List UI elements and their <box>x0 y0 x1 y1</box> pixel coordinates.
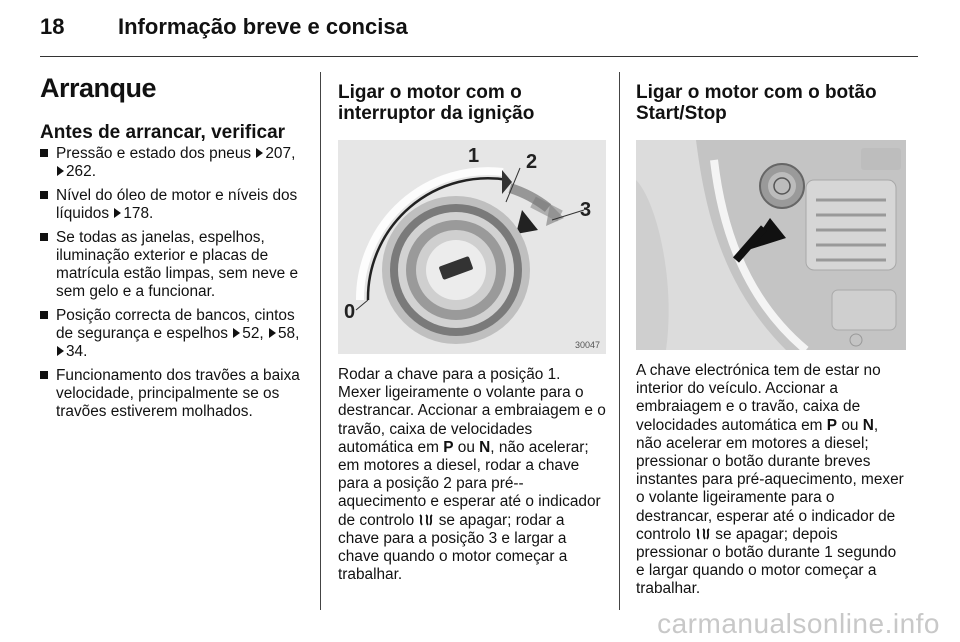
ignition-text-part: , não acelerar; em motores a diesel, rodar a chave para a posição 2 para pré--aquecimento e esperar até o indicador de controlo <box>338 438 601 529</box>
running-title: Informação breve e concisa <box>118 14 408 39</box>
triangle-right-icon <box>233 328 240 338</box>
glow-plug-icon <box>418 513 434 527</box>
start-stop-title: Ligar o motor com o botão Start/Stop <box>636 82 877 124</box>
checklist-item <box>40 187 308 223</box>
ignition-instructions <box>338 366 606 584</box>
gear-n: N <box>862 416 874 434</box>
start-stop-instructions <box>636 362 906 599</box>
square-bullet-icon <box>40 311 48 319</box>
gear-p: P <box>826 416 838 434</box>
position-0-label: 0 <box>344 301 356 323</box>
page-reference[interactable]: 52 <box>242 325 260 342</box>
checklist-item <box>40 229 308 301</box>
square-bullet-icon <box>40 371 48 379</box>
triangle-right-icon <box>114 208 121 218</box>
square-bullet-icon <box>40 191 48 199</box>
position-2-label: 2 <box>526 151 538 173</box>
checklist-item-text: Funcionamento dos travões a baixa velocidade, principalmente se os travões estiverem molhados. <box>56 367 300 420</box>
triangle-right-icon <box>57 346 64 356</box>
checklist-item: Posição correcta de bancos, cintos de segurança e espelhos 52, 58, 34. <box>40 307 308 361</box>
start-stop-text-part: A chave electrónica tem de estar no interior do veículo. Accionar a embraiagem e o travão, caixa de velocidades automática em <box>636 362 881 434</box>
checklist <box>40 145 308 421</box>
gear-n: N <box>479 438 491 456</box>
ignition-text-part: Rodar a chave para a posição 1. Mexer ligeiramente o volante para o destrancar. Accionar a embraiagem e o travão, caixa de velocidades automática em <box>338 366 606 456</box>
square-bullet-icon <box>40 233 48 241</box>
watermark: carmanualsonline.info <box>657 608 940 639</box>
ignition-text-part: se apagar; rodar a chave para a posição 3 e largar a chave quando o motor começar a trabalhar. <box>338 511 568 584</box>
header-rule <box>40 56 918 57</box>
start-stop-text-part: , não acelerar em motores a diesel; pressionar o botão durante breves instantes para pré-aquecimento, mexer o volante ligeiramente para o destrancar, esperar até o indicador de controlo <box>636 416 904 543</box>
page-number: 18 <box>40 14 65 39</box>
ignition-switch-illustration <box>338 140 606 354</box>
position-3-label: 3 <box>580 199 592 221</box>
start-stop-text-part: se apagar; depois pressionar o botão durante 1 segundo e largar quando o motor começar a trabalhar. <box>636 525 897 598</box>
triangle-right-icon <box>57 166 64 176</box>
column-start-stop <box>636 72 906 599</box>
start-stop-figure <box>636 140 906 350</box>
start-stop-text-part: ou <box>837 416 863 434</box>
page-reference[interactable]: 34 <box>66 343 84 360</box>
checklist-item-suffix: . <box>83 343 88 360</box>
ignition-text-part: ou <box>453 438 480 456</box>
checklist-item-text: Nível do óleo de motor e níveis dos líquidos <box>56 187 298 222</box>
ignition-switch-figure <box>338 140 606 354</box>
figure-code: 30047 <box>574 340 600 350</box>
page-reference[interactable]: 207 <box>265 145 292 162</box>
page-reference[interactable]: 58 <box>277 325 296 342</box>
column-ignition <box>338 72 606 584</box>
gear-p: P <box>443 438 454 456</box>
square-bullet-icon <box>40 149 48 157</box>
ignition-title: Ligar o motor com o interruptor da ignição <box>338 82 535 124</box>
triangle-right-icon <box>269 328 276 338</box>
start-stop-illustration <box>636 140 906 350</box>
column-divider <box>619 72 620 610</box>
checklist-item-suffix: . <box>91 163 96 180</box>
checklist-title: Antes de arrancar, verificar <box>40 122 286 143</box>
section-title: Arranque <box>40 73 157 103</box>
checklist-item-suffix: . <box>149 205 154 222</box>
glow-plug-icon <box>695 527 711 541</box>
checklist-item-text: Se todas as janelas, espelhos, iluminação exterior e placas de matrícula estão limpas, sem neve e sem gelo e a funcionar. <box>56 229 299 300</box>
page-reference[interactable]: 262 <box>66 163 92 180</box>
page-reference[interactable]: 178 <box>123 205 150 222</box>
column-arranque <box>40 72 308 427</box>
position-1-label: 1 <box>468 145 480 167</box>
page-header <box>40 14 918 48</box>
checklist-item: Pressão e estado dos pneus 207, 262. <box>40 145 308 181</box>
triangle-right-icon <box>256 148 263 158</box>
checklist-item-text: Posição correcta de bancos, cintos de segurança e espelhos <box>56 307 295 342</box>
checklist-item <box>40 367 308 421</box>
checklist-item-text: Pressão e estado dos pneus <box>56 145 252 162</box>
column-divider <box>320 72 321 610</box>
